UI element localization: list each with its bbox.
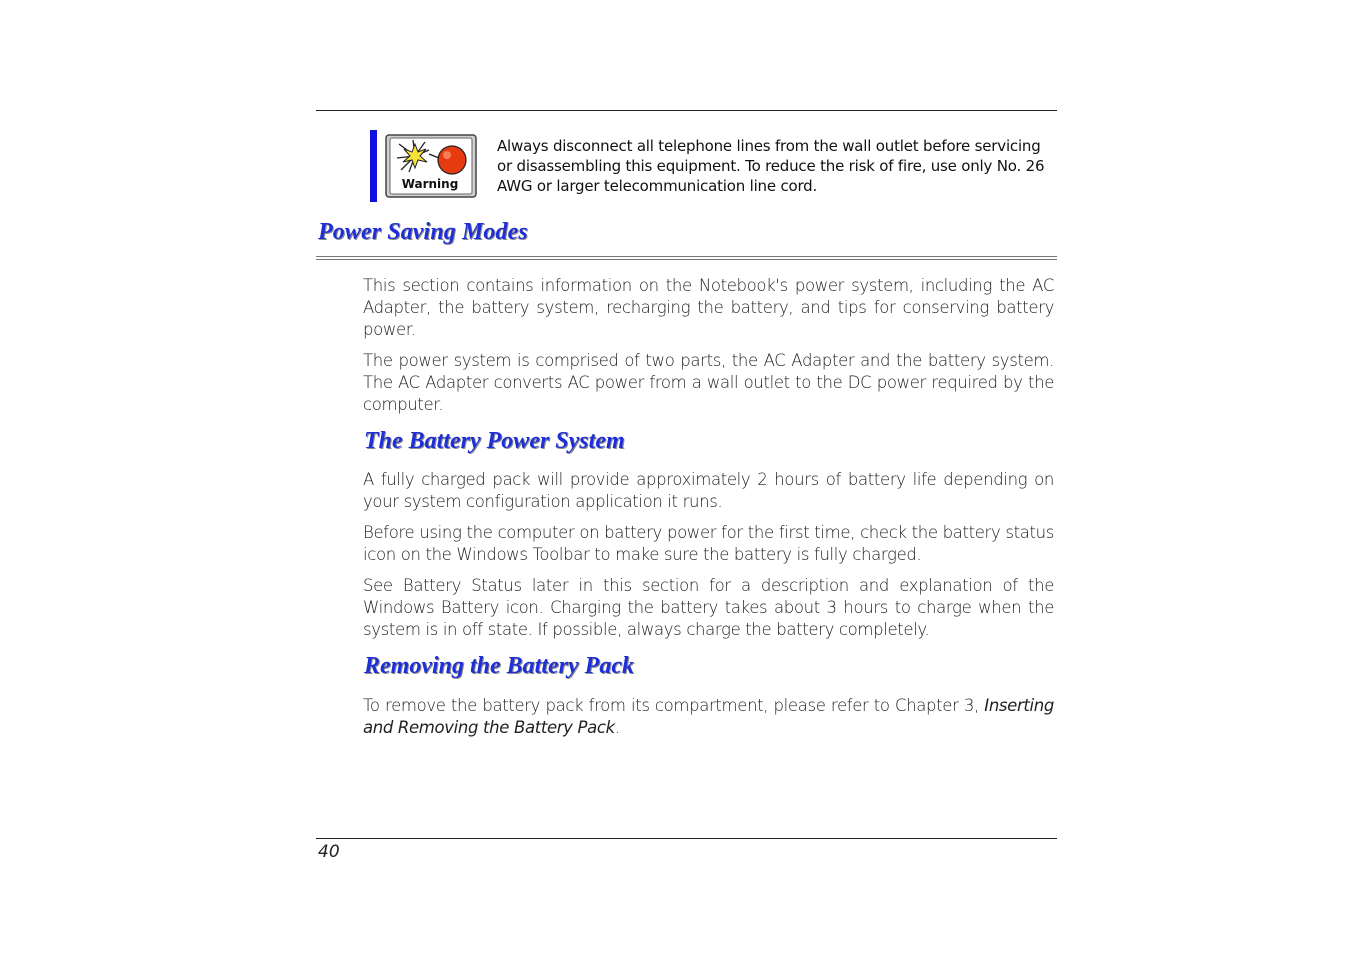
removing-pack-text: To remove the battery pack from its compartment, please refer to Chapter 3,: [363, 696, 985, 715]
subsection-title-battery-system: The Battery Power System: [364, 428, 625, 454]
battery-paragraph-3: See Battery Status later in this section for a description and explanation of the Windows Battery icon. Charging the battery takes about 3 hours to charge when the system is in off state. If possible, always charge the battery completely.: [363, 576, 1054, 639]
warning-margin-bar: [370, 130, 377, 202]
warning-text: Always disconnect all telephone lines from the wall outlet before servicing or disassembling this equipment. To reduce the risk of fire, use only No. 26 AWG or larger telecommunication line cord.: [497, 137, 1045, 195]
chapter-reference: Inserting and Removing the Battery Pack: [363, 696, 1054, 737]
page-number: 40: [318, 842, 340, 862]
battery-paragraph-1: A fully charged pack will provide approximately 2 hours of battery life depending on your system configuration application it runs.: [363, 470, 1054, 511]
header-rule: [316, 110, 1057, 111]
intro-paragraph-2: The power system is comprised of two parts, the AC Adapter and the battery system. The AC Adapter converts AC power from a wall outlet to the DC power required by the computer.: [363, 351, 1054, 414]
battery-paragraph-2: Before using the computer on battery power for the first time, check the battery status icon on the Windows Toolbar to make sure the battery is fully charged.: [363, 523, 1054, 564]
footer-rule: [316, 838, 1057, 839]
removing-pack-paragraph: [363, 695, 1054, 739]
warning-icon-label: Warning: [401, 177, 459, 191]
removing-pack-text-end: .: [614, 717, 620, 737]
subsection-title-removing-pack: Removing the Battery Pack: [364, 653, 634, 679]
intro-paragraph-1: This section contains information on the Notebook's power system, including the AC Adapter, the battery system, recharging the battery, and tips for conserving battery power.: [363, 276, 1054, 339]
section-title: Power Saving Modes: [318, 219, 528, 245]
warning-icon: [385, 134, 477, 198]
section-title-rule: [316, 256, 1057, 260]
